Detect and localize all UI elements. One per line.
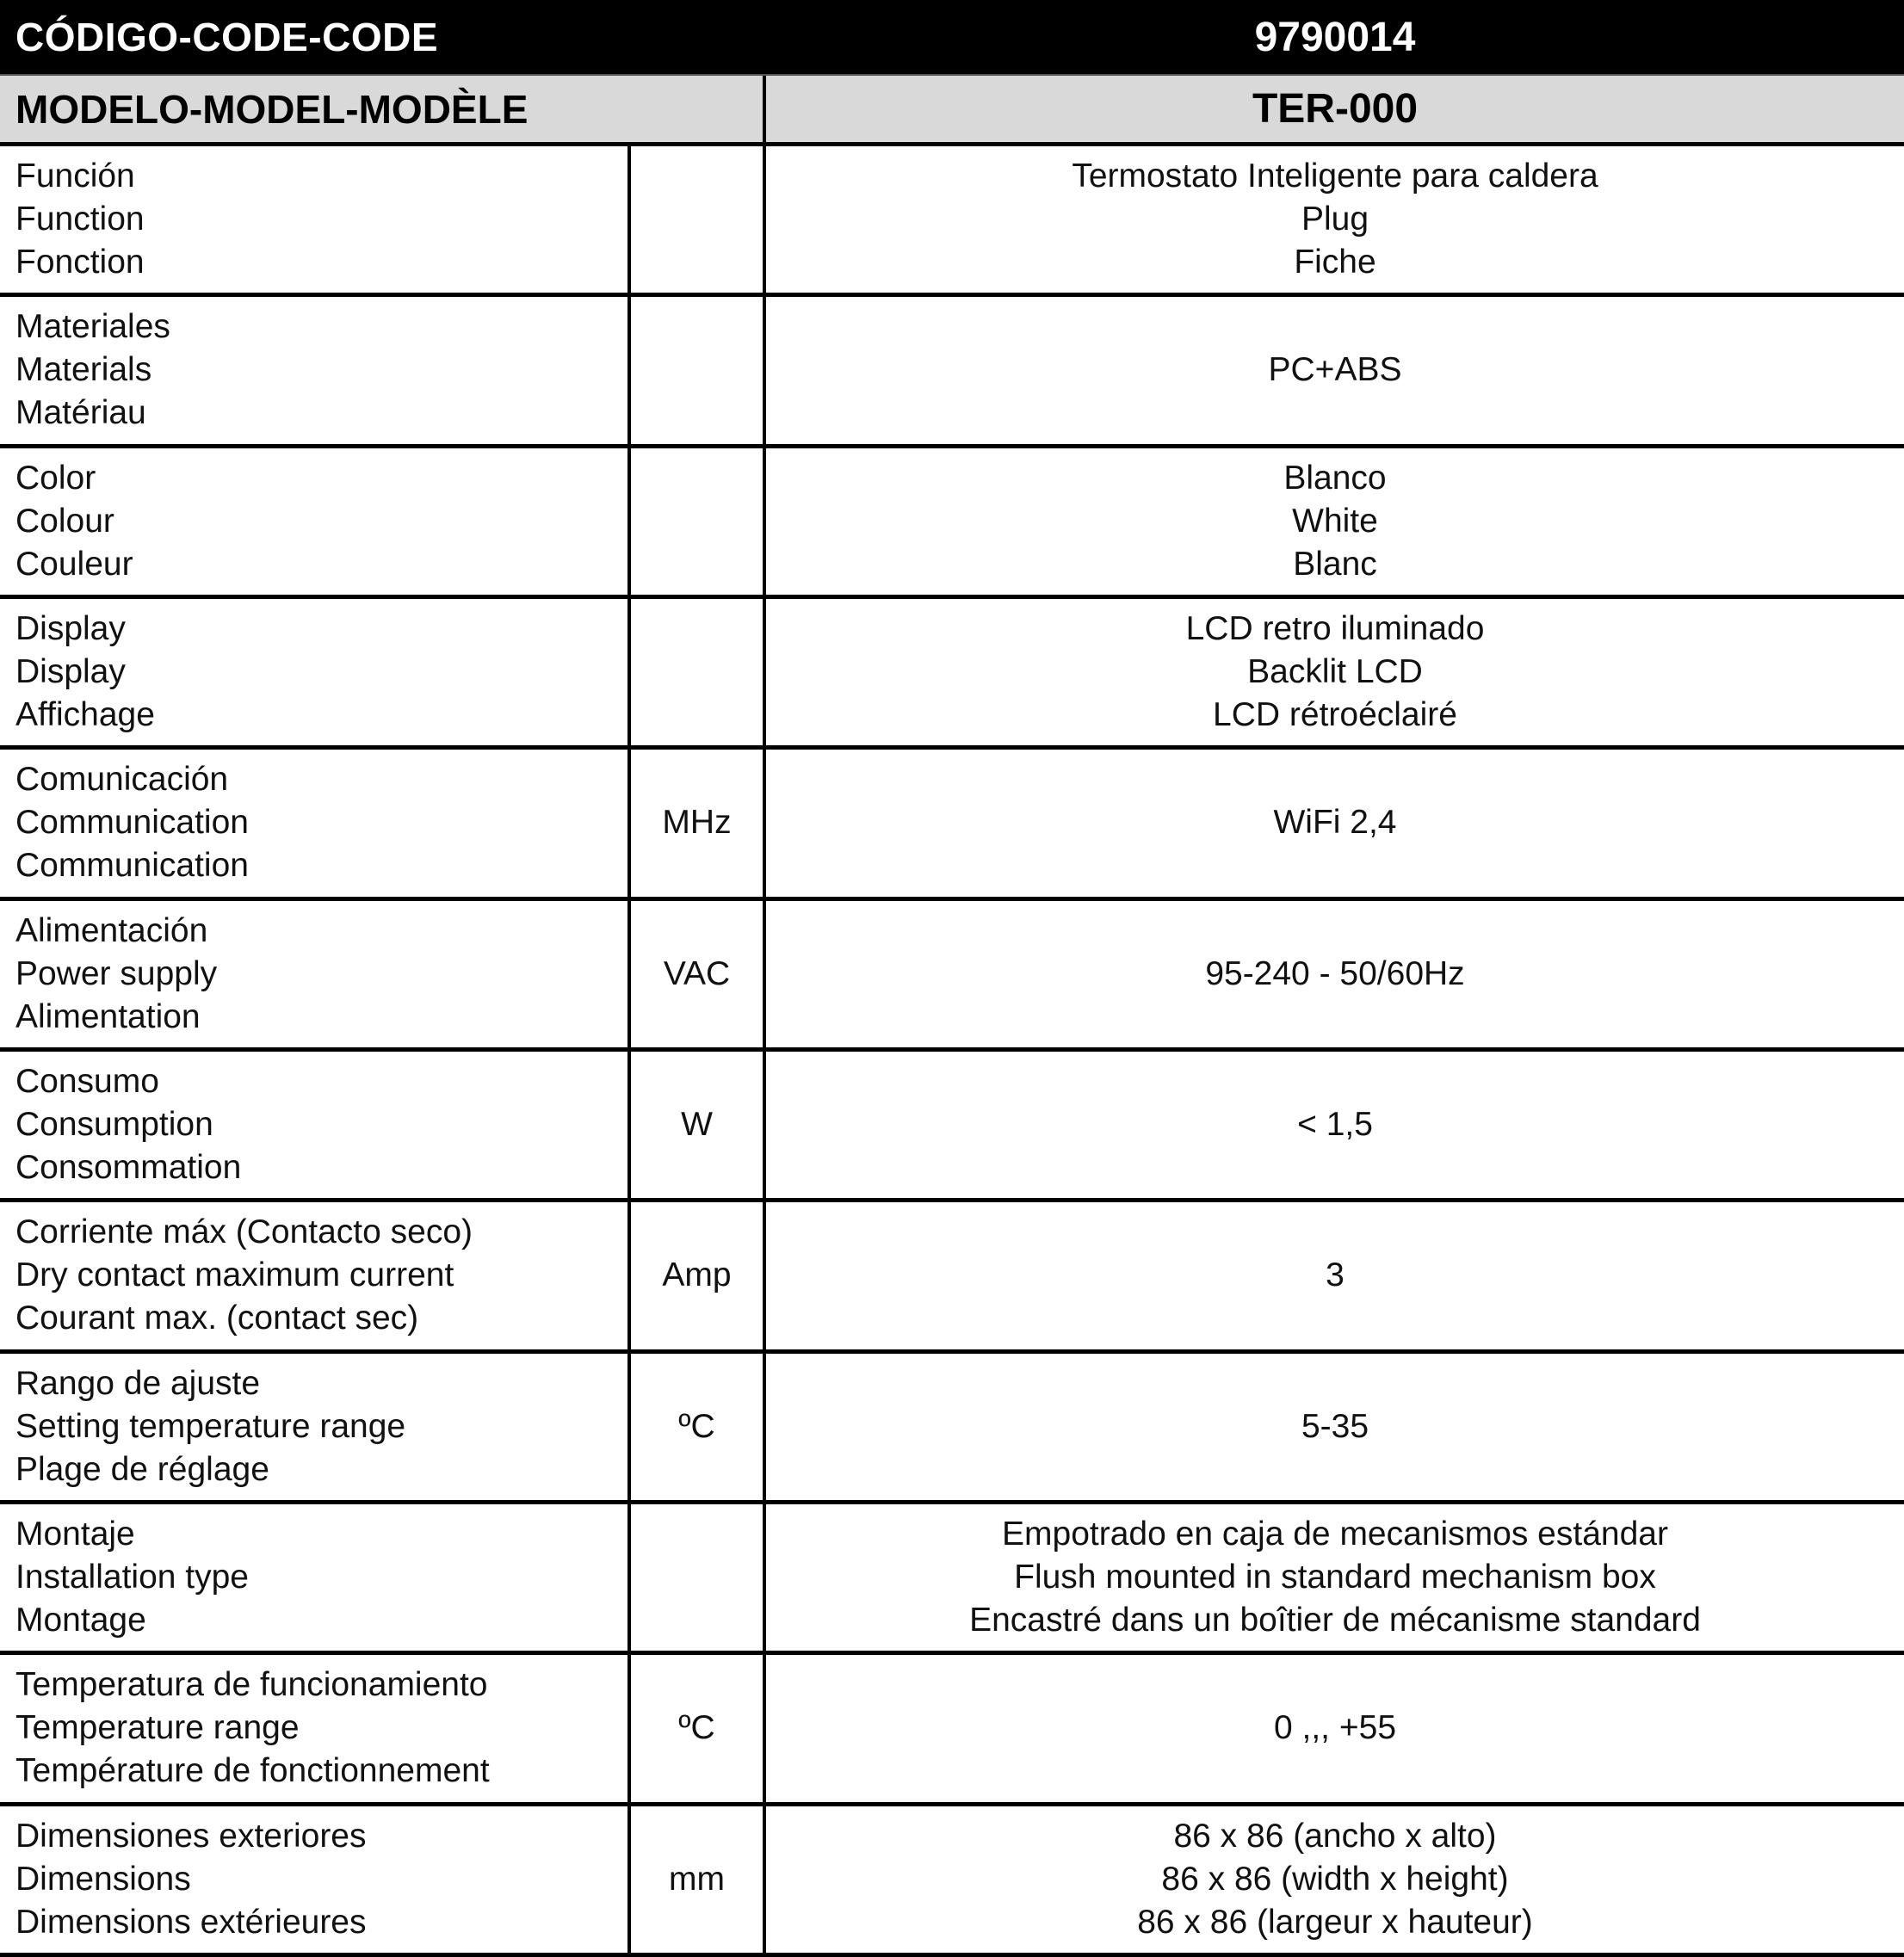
- spec-value-line: LCD retro iluminado: [1185, 610, 1485, 648]
- spec-row: [0, 599, 1904, 750]
- spec-label-line: Corriente máx (Contacto seco): [15, 1213, 473, 1251]
- spec-label-line: Consumo: [15, 1063, 159, 1101]
- spec-label-cell: [0, 750, 631, 896]
- spec-unit-cell: ºC: [631, 1655, 766, 1801]
- spec-value-line: 95-240 - 50/60Hz: [1205, 954, 1465, 992]
- spec-value-cell: [766, 1052, 1904, 1198]
- spec-label-line: Power supply: [15, 954, 218, 992]
- spec-value-line: 0 ,,, +55: [1273, 1709, 1397, 1747]
- spec-row: [0, 297, 1904, 448]
- spec-label-line: Temperatura de funcionamiento: [15, 1666, 488, 1704]
- spec-unit-cell: [631, 599, 766, 745]
- spec-label-line: Función: [15, 157, 135, 195]
- model-header-row: [0, 74, 1904, 146]
- spec-value-line: 5-35: [1301, 1407, 1369, 1445]
- spec-label-line: Montaje: [15, 1516, 135, 1553]
- spec-unit-cell: Amp: [631, 1202, 766, 1349]
- spec-unit-cell: VAC: [631, 901, 766, 1047]
- spec-label-line: Alimentación: [15, 911, 208, 949]
- spec-unit-cell: ºC: [631, 1354, 766, 1500]
- spec-value-cell: [766, 297, 1904, 443]
- code-value: 9790014: [1254, 14, 1416, 60]
- spec-label-line: Courant max. (contact sec): [15, 1300, 419, 1337]
- spec-value-line: Backlit LCD: [1247, 653, 1423, 691]
- spec-value-cell: [766, 750, 1904, 896]
- spec-label-cell: [0, 1202, 631, 1349]
- spec-label-line: Montage: [15, 1602, 146, 1639]
- spec-label-line: Fonction: [15, 244, 145, 281]
- spec-label-line: Dry contact maximum current: [15, 1256, 454, 1294]
- spec-value-line: < 1,5: [1297, 1106, 1373, 1144]
- spec-label-line: Display: [15, 610, 126, 648]
- spec-label-line: Temperature range: [15, 1709, 300, 1747]
- spec-value-cell: [766, 1202, 1904, 1349]
- spec-value-line: 3: [1326, 1256, 1345, 1294]
- spec-row: [0, 750, 1904, 900]
- spec-label-cell: [0, 1504, 631, 1651]
- spec-unit-cell: [631, 448, 766, 595]
- spec-value-cell: [766, 146, 1904, 293]
- spec-value-line: Blanco: [1283, 459, 1387, 497]
- spec-label-line: Installation type: [15, 1559, 250, 1596]
- model-value: TER-000: [1252, 86, 1419, 132]
- spec-row: [0, 1504, 1904, 1655]
- spec-label-line: Colour: [15, 502, 114, 540]
- spec-row: [0, 146, 1904, 297]
- code-label: CÓDIGO-CODE-CODE: [15, 15, 438, 59]
- spec-value-cell: [766, 1655, 1904, 1801]
- spec-label-line: Comunicación: [15, 761, 229, 799]
- spec-value-line: Encastré dans un boîtier de mécanisme standard: [969, 1602, 1701, 1639]
- spec-label-line: Dimensiones exteriores: [15, 1817, 367, 1855]
- spec-value-line: Blanc: [1293, 545, 1377, 583]
- spec-value-line: LCD rétroéclairé: [1213, 696, 1457, 734]
- spec-value-line: PC+ABS: [1268, 351, 1402, 389]
- spec-value-cell: [766, 599, 1904, 745]
- spec-label-line: Affichage: [15, 696, 155, 734]
- spec-label-line: Dimensions extérieures: [15, 1903, 367, 1941]
- spec-label-cell: [0, 599, 631, 745]
- spec-unit-cell: [631, 297, 766, 443]
- spec-label-cell: [0, 901, 631, 1047]
- spec-label-line: Consumption: [15, 1106, 213, 1144]
- spec-row: [0, 1354, 1904, 1504]
- spec-label-line: Plage de réglage: [15, 1450, 269, 1488]
- spec-label-line: Setting temperature range: [15, 1407, 406, 1445]
- spec-label-line: Color: [15, 459, 96, 497]
- spec-label-line: Display: [15, 653, 126, 691]
- spec-unit-cell: MHz: [631, 750, 766, 896]
- spec-row: [0, 1655, 1904, 1806]
- spec-label-cell: [0, 146, 631, 293]
- spec-table-body: [0, 146, 1904, 1957]
- spec-label-line: Couleur: [15, 545, 133, 583]
- spec-unit-cell: W: [631, 1052, 766, 1198]
- spec-value-cell: [766, 1354, 1904, 1500]
- spec-value-line: Plug: [1301, 201, 1369, 238]
- spec-value-line: Empotrado en caja de mecanismos estándar: [1002, 1516, 1668, 1553]
- spec-value-line: White: [1292, 502, 1378, 540]
- spec-value-line: 86 x 86 (width x height): [1161, 1860, 1509, 1898]
- code-header-row: [0, 0, 1904, 74]
- spec-label-line: Communication: [15, 847, 249, 885]
- spec-label-line: Alimentation: [15, 997, 201, 1035]
- spec-label-line: Dimensions: [15, 1860, 191, 1898]
- spec-row: [0, 1806, 1904, 1957]
- spec-unit-cell: [631, 1504, 766, 1651]
- spec-label-cell: [0, 448, 631, 595]
- spec-value-cell: [766, 448, 1904, 595]
- spec-label-line: Materials: [15, 351, 152, 389]
- spec-value-cell: [766, 901, 1904, 1047]
- model-label: MODELO-MODEL-MODÈLE: [0, 76, 766, 142]
- spec-label-line: Matériau: [15, 394, 146, 432]
- spec-label-line: Consommation: [15, 1149, 242, 1187]
- spec-row: [0, 1202, 1904, 1353]
- spec-unit-cell: [631, 146, 766, 293]
- spec-label-cell: [0, 1655, 631, 1801]
- spec-value-line: 86 x 86 (ancho x alto): [1173, 1817, 1497, 1855]
- spec-label-cell: [0, 1052, 631, 1198]
- spec-label-line: Materiales: [15, 308, 170, 346]
- spec-row: [0, 1052, 1904, 1202]
- spec-label-line: Rango de ajuste: [15, 1364, 261, 1402]
- spec-value-line: WiFi 2,4: [1273, 804, 1397, 842]
- spec-unit-cell: mm: [631, 1806, 766, 1953]
- spec-label-cell: [0, 1806, 631, 1953]
- spec-value-cell: [766, 1504, 1904, 1651]
- spec-label-cell: [0, 1354, 631, 1500]
- spec-label-cell: [0, 297, 631, 443]
- spec-row: [0, 901, 1904, 1052]
- spec-label-line: Function: [15, 201, 145, 238]
- spec-value-line: Termostato Inteligente para caldera: [1072, 157, 1598, 195]
- spec-row: [0, 448, 1904, 599]
- spec-label-line: Communication: [15, 804, 249, 842]
- spec-value-cell: [766, 1806, 1904, 1953]
- spec-label-line: Température de fonctionnement: [15, 1752, 490, 1790]
- spec-value-line: Fiche: [1294, 244, 1376, 281]
- spec-value-line: Flush mounted in standard mechanism box: [1014, 1559, 1656, 1596]
- spec-value-line: 86 x 86 (largeur x hauteur): [1137, 1903, 1533, 1941]
